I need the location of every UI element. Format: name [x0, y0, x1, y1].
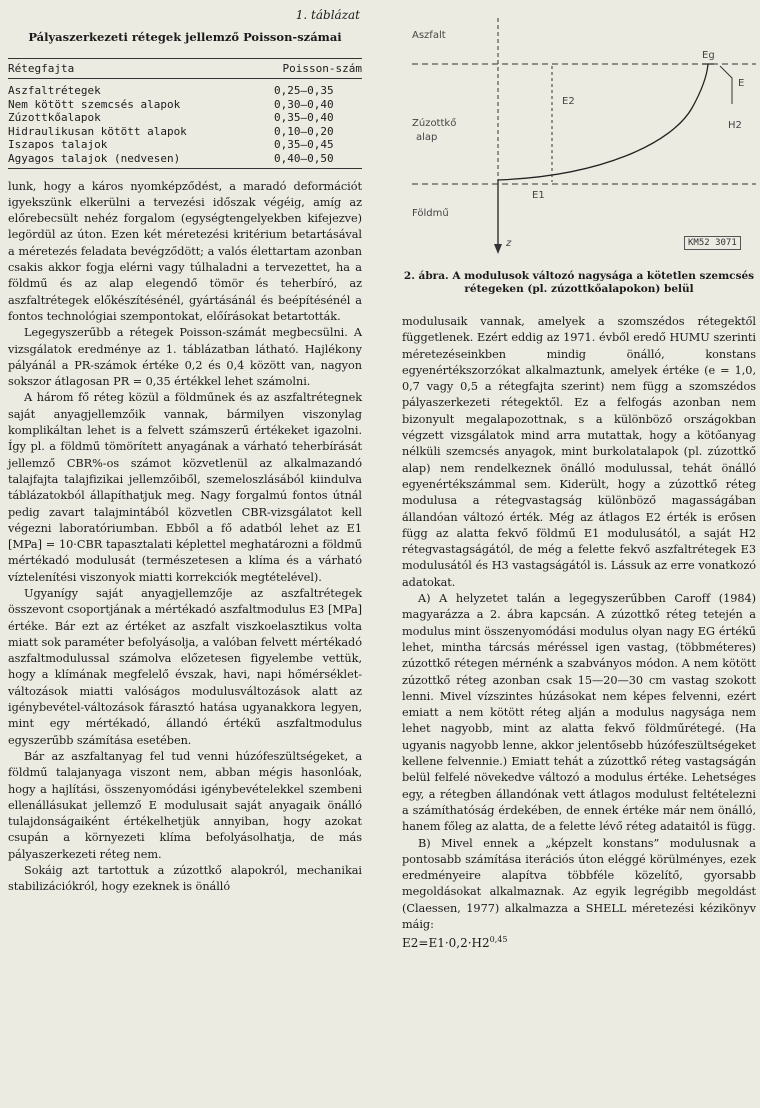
table-row — [8, 125, 362, 139]
layer-cell: Aszfaltrétegek — [8, 84, 101, 97]
label-eg: Eg — [702, 50, 715, 61]
modulus-diagram — [402, 8, 756, 270]
table-title: Pályaszerkezeti rétegek jellemző Poisson-számai — [28, 30, 342, 44]
table-row — [8, 152, 362, 166]
right-column — [402, 8, 756, 950]
label-subgrade: Földmű — [412, 208, 449, 219]
paragraph: modulusaik vannak, amelyek a szomszédos rétegektől függetlenek. Ezért eddig az 1971. évből eredő HUMU szerinti méretezéseinkben mindig önálló, konstans egyenértékszorzókat alkalmaztunk, amelyek értéke (e = 1,0, 0,7 vagy 0,5 a rétegfajta szerint) nem függ a szomszédos pályaszerkezeti rétegektől. Ez a felfogás azonban nem bizonyult megalapozottnak, s a különböző országokban végzett vizsgálatok mind arra mutattak, hogy a kötőanyag nélküli szemcsés anyagok, mint burkolatalapok (pl. zúzottkő alap) nem rendelkeznek önálló modulussal, tehát önálló egyenértékszámmal sem. Kiderült, hogy a zúzottkő réteg modulusa a rétegvastagság különböző magasságában állandóan változó érték. Még az átlagos E2 érték is erősen függ az alatta fekvő földmű E1 modulusától, a saját H2 rétegvastagságától, de még a felette fekvő aszfaltrétegek E3 modulusától és H3 vastagságától is. Lássuk az erre vonatkozó adatokat. — [402, 315, 756, 589]
table-row — [8, 98, 362, 112]
paragraph: Bár az aszfaltanyag fel tud venni húzófeszültségeket, a földmű talajanyaga viszont nem, abban mégis hasonlóak, hogy a hajlítási, összenyomódási igénybevételekkel szembeni ellenállásukat jellemző E modulusait saját anyagaik önálló tulajdonságaiként értékelhetjük annyiban, hogy azokat csupán a környezeti klíma befolyásolhatja, de más pályaszerkezeti réteg nem. — [8, 749, 362, 861]
formula-exponent: 0,45 — [489, 935, 508, 945]
label-e1: E1 — [532, 190, 545, 201]
label-e2: E2 — [562, 96, 575, 107]
h2-leader — [720, 66, 732, 104]
label-base-1: Zúzottkő — [412, 118, 457, 129]
value-cell: 0,25—0,35 — [274, 84, 334, 97]
value-cell: 0,35—0,40 — [274, 111, 334, 125]
layer-cell: Agyagos talajok (nedvesen) — [8, 151, 181, 165]
table-row — [8, 84, 362, 98]
modulus-curve — [498, 64, 708, 184]
col-value-header: Poisson-szám — [282, 62, 362, 75]
layer-cell: Hidraulikusan kötött alapok — [8, 124, 187, 138]
left-column — [8, 8, 362, 896]
poisson-table — [8, 58, 362, 169]
label-z: z — [506, 238, 512, 249]
value-cell: 0,30—0,40 — [274, 97, 334, 111]
shell-formula — [402, 935, 756, 950]
paragraph: A három fő réteg közül a földműnek és az aszfaltrétegnek saját anyagjellemzőik vannak, bármilyen viszonylag komplikáltan lehet is a felvett számszerű értékeket igazolni. Így pl. a földmű tömörített anyagának a várható teherbírását jellemző CBR%-os számot közvetlenül az alkalmazandó talajfajta talajfizikai jellemzőiből, szemeloszlásából kiindulva táblázatokból állapíthatjuk meg. Nagy forgalmú fontos útnál pedig zavart talajmintából közvetlen CBR-vizsgálatot kell végezni laboratóriumban. Ebből a fő adatból lehet az E1 [MPa] = 10·CBR tapasztalati képlettel meghatározni a földmű mértékadó modulusát (természetesen a klíma és a várható víztelenítési viszonyok miatti korrekciók megtételével). — [8, 391, 362, 584]
paragraph: Sokáig azt tartottuk a zúzottkő alapokról, mechanikai stabilizációkról, hogy ezeknek is önálló — [8, 864, 362, 894]
paragraph: Ugyanígy saját anyagjellemzője az aszfaltrétegek összevont csoportjának a mértékadó aszfaltmodulus E3 [MPa] értéke. Bár ezt az értéket az aszfalt viszkoelasztikus volta miatt sok paraméter befolyásolja, a valóban felvett mértékadó aszfaltmodulussal számolva előzetesen figyelembe vettük, hogy a klímának megfelelő évszak, havi, napi hőmérséklet-változások miatti valóságos modulusváltozások alatt az igénybevétel-változások fárasztó hatása ugyanakkora legyen, mint egy mértékadó, állandó értékű aszfaltmodulus egyszerűbb számítása esetében. — [8, 586, 362, 747]
layer-cell: Nem kötött szemcsés alapok — [8, 97, 181, 111]
label-e: E — [738, 78, 745, 89]
formula-text: E2=E1·0,2·H2 — [402, 936, 490, 951]
col-layer-header: Rétegfajta — [8, 62, 75, 75]
paragraph: A) A helyzetet talán a legegyszerűbben Caroff (1984) magyarázza a 2. ábra kapcsán. A zúzottkő réteg tetején a modulus mint összenyomódási modulus olyan nagy EG értékű lehet, mintha tárcsás méréssel igen vastag, (többméteres) zúzottkő rétegen mérnénk a szabványos módon. A nem kötött zúzottkő réteg azonban csak 15—20—30 cm vastag szokott lenni. Mivel vízszintes húzásokat nem képes felvenni, ezért emiatt a nem kötött réteg alján a modulus nagysága nem lehet nagyobb, mint az alatta fekvő földműrétegé. (Ha ugyanis nagyobb lenne, akkor jelentősebb húzófeszültségeket kellene felvennie.) Emiatt tehát a zúzottkő réteg vastagságán belül felfelé növekedve változó a modulus értéke. Lehetséges egy, a rétegben állandónak vett átlagos modulust feltételezni a számíthatóság érdekében, de ennek értéke már nem önálló, hanem főleg az alatta, de a felette lévő réteg adataitól is függ. — [402, 592, 756, 834]
table-row — [8, 138, 362, 152]
table-row — [8, 111, 362, 125]
depth-axis-arrow — [494, 244, 502, 254]
paragraph: lunk, hogy a káros nyomképződést, a maradó deformációt igyekszünk elkerülni a tervezési időszak végéig, amíg az előrebecsült nehéz forgalom (egységtengelyekben kifejezve) legördül az úton. Ezen két méretezési kritérium betartásával a méretezés feladata bevégződött; a valós élettartam azonban csakis akkor fogja elérni vagy túlhaladni a tervezettet, ha a földmű és az alap elegendő tömör és teherbíró, az aszfaltrétegek előkészítésénél, gyártásánál és beépítésénél a fontos technológiai szempontokat, előírásokat betartották. — [8, 179, 362, 323]
value-cell: 0,35—0,45 — [274, 138, 334, 152]
value-cell: 0,10—0,20 — [274, 124, 334, 138]
table-caption: 1. táblázat — [295, 8, 360, 22]
paragraph: B) Mivel ennek a „képzelt konstans” modulusnak a pontosabb számítása iterációs úton eléggé körülményes, ezek eredményeire alapítva többféle közelítő, gyorsabb megoldásokat alkalmaznak. Az egyik legrégibb megoldást (Claessen, 1977) alkalmazza a SHELL méretezési kézikönyv máig: — [402, 836, 756, 931]
layer-cell: Iszapos talajok — [8, 138, 108, 152]
figure-caption: 2. ábra. A modulusok változó nagysága a kötetlen szemcsés rétegeken (pl. zúzottkőalapokon) belül — [403, 270, 755, 295]
figure-2 — [402, 8, 756, 270]
value-cell: 0,40—0,50 — [274, 151, 334, 165]
label-h2: H2 — [728, 120, 742, 131]
layer-cell: Zúzottkőalapok — [8, 111, 101, 125]
label-base-2: alap — [416, 132, 438, 143]
paragraph: Legegyszerűbb a rétegek Poisson-számát megbecsülni. A vizsgálatok eredménye az 1. táblázatban látható. Hajlékony pályánál a PR-számok értéke 0,2 és 0,4 között van, nagyon sokszor átlagosan PR = 0,35 értékkel lehet számolni. — [8, 326, 362, 389]
table-header — [8, 58, 362, 79]
label-asphalt: Aszfalt — [412, 30, 446, 41]
figure-stamp: KM52 3071 — [684, 236, 741, 250]
